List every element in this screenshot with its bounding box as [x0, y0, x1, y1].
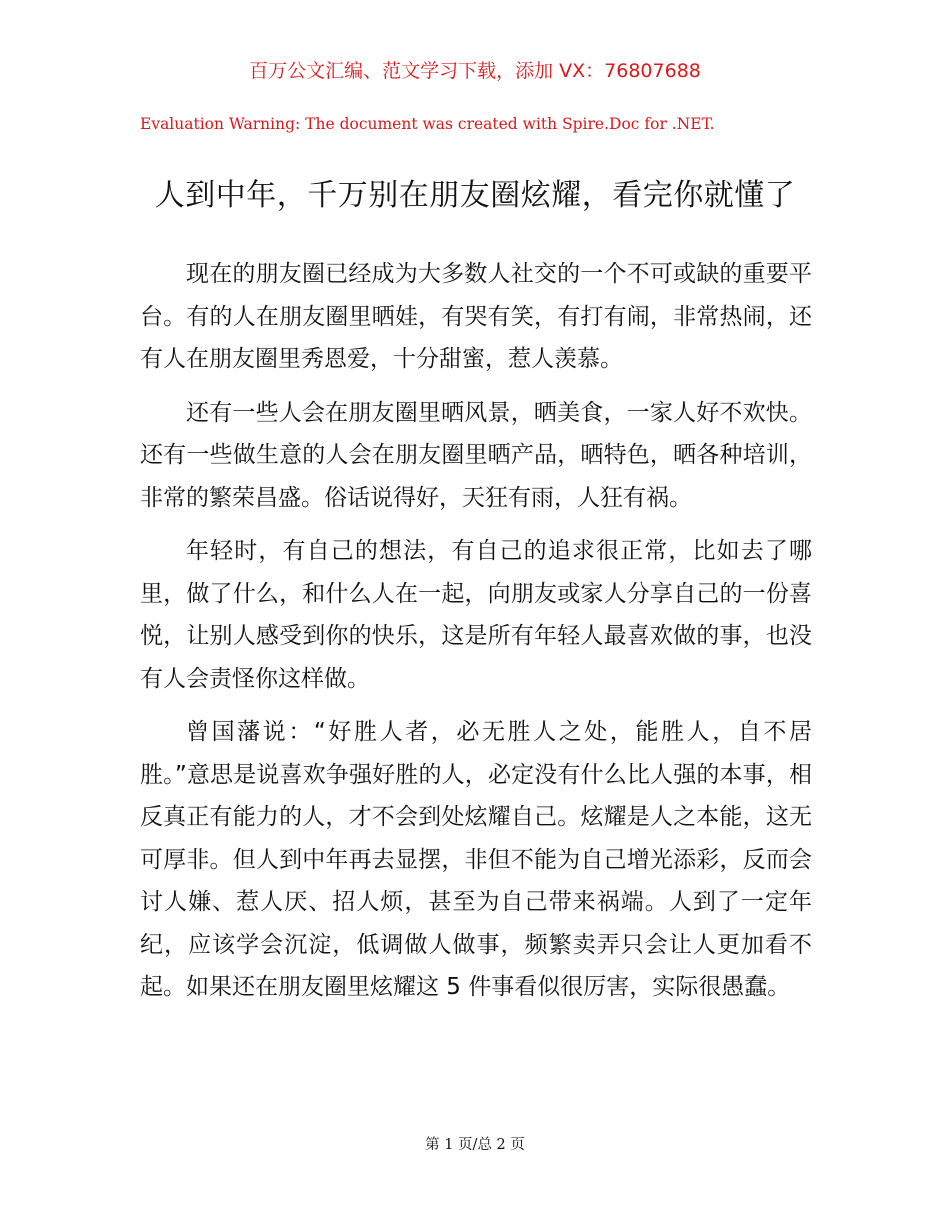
paragraph-3: 年轻时，有自己的想法，有自己的追求很正常，比如去了哪里，做了什么，和什么人在一起，向朋友或家人分享自己的一份喜悦，让别人感受到你的快乐，这是所有年轻人最喜欢做的事，也没有人会责怪你这样做。	[140, 538, 812, 692]
paragraph-4: 曾国藩说：“好胜人者，必无胜人之处，能胜人，自不居胜。”意思是说喜欢争强好胜的人，必定没有什么比人强的本事，相反真正有能力的人，才不会到处炫耀自己。炫耀是人之本能，这无可厚非。但人到中年再去显摆，非但不能为自己增光添彩，反而会讨人嫌、惹人厌、招人烦，甚至为自己带来祸端。人到了一定年纪，应该学会沉淀，低调做人做事，频繁卖弄只会让人更加看不起。如果还在朋友圈里炫耀这 5 件事看似很厉害，实际很愚蠢。	[140, 719, 812, 1000]
paragraph-2: 还有一些人会在朋友圈里晒风景，晒美食，一家人好不欢快。还有一些做生意的人会在朋友圈里晒产品，晒特色，晒各种培训，非常的繁荣昌盛。俗话说得好，天狂有雨，人狂有祸。	[140, 399, 812, 511]
promo-header: 百万公文汇编、范文学习下载，添加 VX：76807688	[249, 60, 701, 82]
document-title: 人到中年，千万别在朋友圈炫耀，看完你就懂了	[154, 178, 796, 214]
document-body	[140, 253, 812, 1020]
evaluation-warning: Evaluation Warning: The document was created with Spire.Doc for .NET.	[140, 115, 715, 133]
paragraph-1: 现在的朋友圈已经成为大多数人社交的一个不可或缺的重要平台。有的人在朋友圈里晒娃，有哭有笑，有打有闹，非常热闹，还有人在朋友圈里秀恩爱，十分甜蜜，惹人羡慕。	[140, 261, 812, 372]
page-number: 第 1 页/总 2 页	[425, 1137, 525, 1153]
